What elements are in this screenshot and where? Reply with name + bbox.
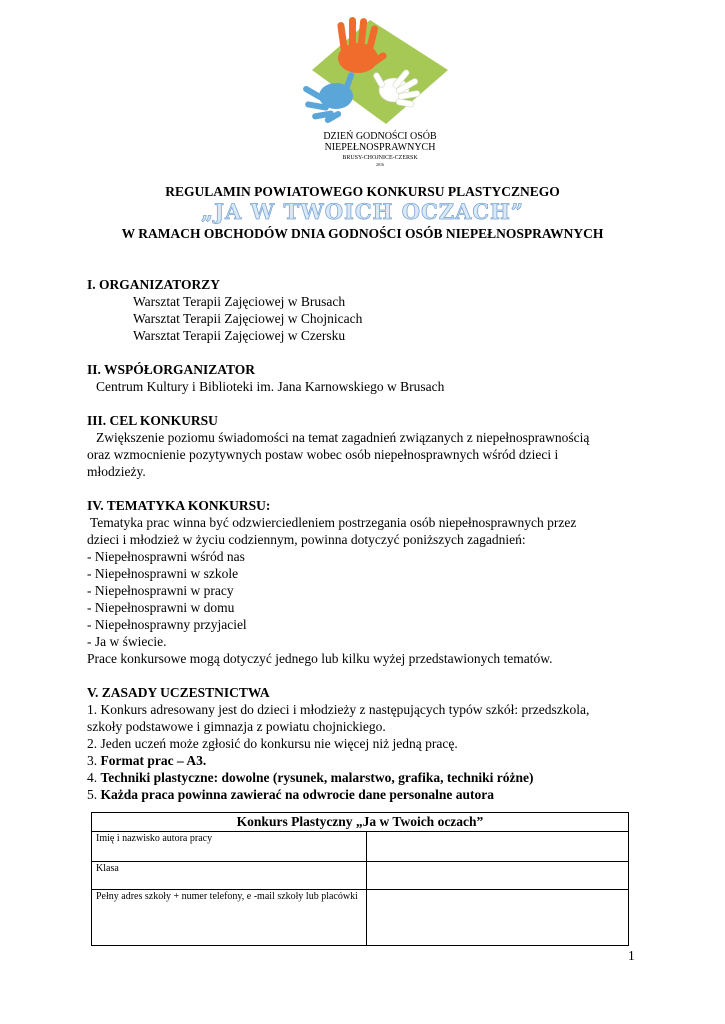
co-organizer-text: Centrum Kultury i Biblioteki im. Jana Karnowskiego w Brusach: [96, 379, 445, 394]
rules-text-line: 2. Jeden uczeń może zgłosić do konkursu nie więcej niż jedną pracę.: [87, 736, 458, 751]
theme-list-item: - Niepełnosprawni w szkole: [87, 566, 239, 581]
theme-text-line: dzieci i młodzież w życiu codziennym, powinna dotyczyć poniższych zagadnień:: [87, 532, 526, 547]
theme-list-item: - Niepełnosprawni w pracy: [87, 583, 234, 598]
goal-text-line: Zwiększenie poziomu świadomości na temat zagadnień związanych z niepełnosprawnością: [96, 430, 590, 445]
rules-text-line: szkoły podstawowe i gimnazja z powiatu chojnickiego.: [87, 719, 386, 734]
regulation-title: REGULAMIN POWIATOWEGO KONKURSU PLASTYCZNEGO: [165, 184, 560, 199]
logo-line-3: BRUSY-CHOJNICE-CZERSK: [342, 155, 418, 161]
form-label-class: Klasa: [92, 862, 367, 890]
rules-item-number: 3.: [87, 753, 98, 768]
theme-text-line: Tematyka prac winna być odzwierciedleniem postrzegania osób niepełnosprawnych przez: [90, 515, 577, 530]
organizer-item: Warsztat Terapii Zajęciowej w Brusach: [133, 294, 346, 309]
section-heading-co-organizer: II. WSPÓŁORGANIZATOR: [87, 362, 256, 377]
rules-item-bold: Techniki plastyczne: dowolne (rysunek, malarstwo, grafika, techniki różne): [100, 770, 534, 785]
theme-list-item: - Niepełnosprawny przyjaciel: [87, 617, 247, 632]
theme-list-item: - Niepełnosprawni wśród nas: [87, 549, 245, 564]
form-label-address: Pełny adres szkoły + numer telefony, e -mail szkoły lub placówki: [92, 890, 367, 946]
section-heading-theme: IV. TEMATYKA KONKURSU:: [87, 498, 271, 513]
logo-line-2: NIEPEŁNOSPRAWNYCH: [324, 142, 436, 153]
rules-text-line: 1. Konkurs adresowany jest do dzieci i młodzieży z następujących typów szkół: przedszkola,: [87, 702, 590, 717]
goal-text-line: oraz wzmocnienie pozytywnych postaw wobec osób niepełnosprawnych wśród dzieci i: [87, 447, 559, 462]
hands-logo-icon: [290, 12, 460, 130]
entry-form-table: [91, 812, 629, 946]
theme-list-item: - Ja w świecie.: [87, 634, 167, 649]
page-number: 1: [628, 948, 635, 963]
theme-text-line: Prace konkursowe mogą dotyczyć jednego lub kilku wyżej przedstawionych tematów.: [87, 651, 553, 666]
contest-slogan: [0, 199, 725, 225]
goal-text-line: młodzieży.: [87, 464, 146, 479]
regulation-subtitle: W RAMACH OBCHODÓW DNIA GODNOŚCI OSÓB NIEPEŁNOSPRAWNYCH: [121, 226, 604, 241]
form-field-address[interactable]: [367, 890, 629, 946]
form-field-author[interactable]: [367, 832, 629, 862]
slogan-text: „JA W TWOICH OCZACH”: [201, 199, 524, 224]
rules-item-bold: Format prac – A3.: [100, 753, 207, 768]
event-logo: [290, 12, 460, 167]
rules-item-5: [87, 786, 494, 803]
form-field-class[interactable]: [367, 862, 629, 890]
rules-item-4: [87, 769, 534, 786]
section-heading-rules: V. ZASADY UCZESTNICTWA: [87, 685, 270, 700]
form-title: Konkurs Plastyczny „Ja w Twoich oczach”: [92, 813, 629, 832]
organizer-item: Warsztat Terapii Zajęciowej w Chojnicach: [133, 311, 363, 326]
logo-line-4: 2016: [376, 162, 384, 167]
section-heading-goal: III. CEL KONKURSU: [87, 413, 218, 428]
logo-line-1: DZIEŃ GODNOŚCI OSÓB: [323, 131, 437, 142]
rules-item-number: 4.: [87, 770, 98, 785]
theme-list-item: - Niepełnosprawni w domu: [87, 600, 235, 615]
organizer-item: Warsztat Terapii Zajęciowej w Czersku: [133, 328, 346, 343]
section-heading-organizers: I. ORGANIZATORZY: [87, 277, 221, 292]
rules-item-number: 5.: [87, 787, 98, 802]
rules-item-bold: Każda praca powinna zawierać na odwrocie dane personalne autora: [100, 787, 494, 802]
form-label-author: Imię i nazwisko autora pracy: [92, 832, 367, 862]
rules-item-3: [87, 752, 206, 769]
